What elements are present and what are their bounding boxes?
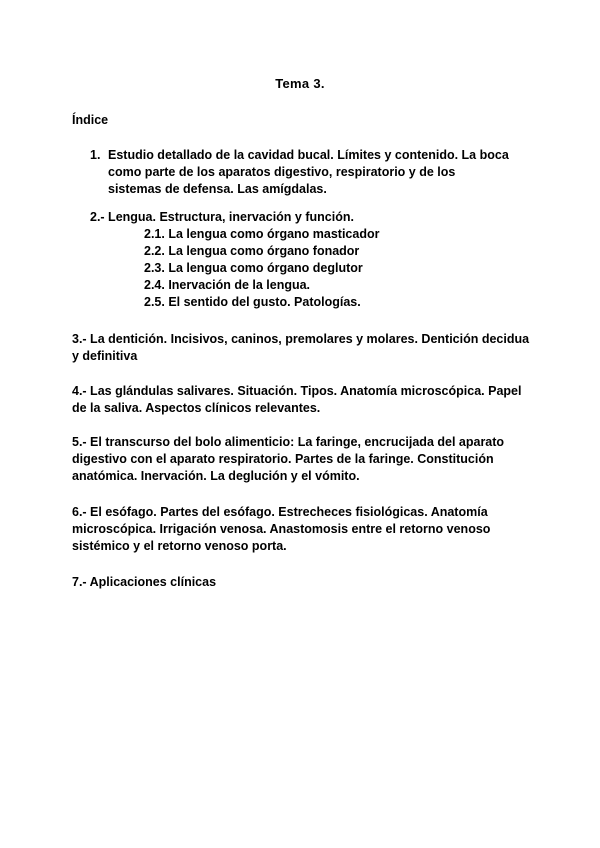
subitem-2-1: 2.1. La lengua como órgano masticador <box>144 227 380 241</box>
subitem-2-3: 2.3. La lengua como órgano deglutor <box>144 261 363 275</box>
index-heading: Índice <box>72 113 109 127</box>
index-item-3: 3.- La dentición. Incisivos, caninos, premolares y molares. Dentición decidua y definitiva <box>72 332 530 363</box>
subitem-2-4: 2.4. Inervación de la lengua. <box>144 278 311 292</box>
subitem-2-2: 2.2. La lengua como órgano fonador <box>144 244 360 258</box>
index-item-4: 4.- Las glándulas salivares. Situación. Tipos. Anatomía microscópica. Papel de la saliva. Aspectos clínicos relevantes. <box>72 384 522 415</box>
index-item-1-text: Estudio detallado de la cavidad bucal. Límites y contenido. La boca como parte de los aparatos digestivo, respiratorio y de los sistemas de defensa. Las amígdalas. <box>108 148 509 196</box>
page-title: Tema 3. <box>275 76 325 91</box>
index-item-7: 7.- Aplicaciones clínicas <box>72 575 217 589</box>
index-item-6: 6.- El esófago. Partes del esófago. Estrecheces fisiológicas. Anatomía microscópica. Irrigación venosa. Anastomosis entre el retorno venoso sistémico y el retorno venoso porta. <box>72 505 491 553</box>
index-item-1-number: 1. <box>90 148 101 162</box>
index-item-5: 5.- El transcurso del bolo alimenticio: La faringe, encrucijada del aparato digestivo con el aparato respiratorio. Partes de la faringe. Constitución anatómica. Inervación. La deglución y el vómito. <box>72 435 505 483</box>
index-item-2-sublist <box>144 226 464 311</box>
subitem-2-5: 2.5. El sentido del gusto. Patologías. <box>144 295 361 309</box>
index-item-1 <box>90 147 510 198</box>
index-item-2-heading: 2.- Lengua. Estructura, inervación y función. <box>90 210 354 224</box>
